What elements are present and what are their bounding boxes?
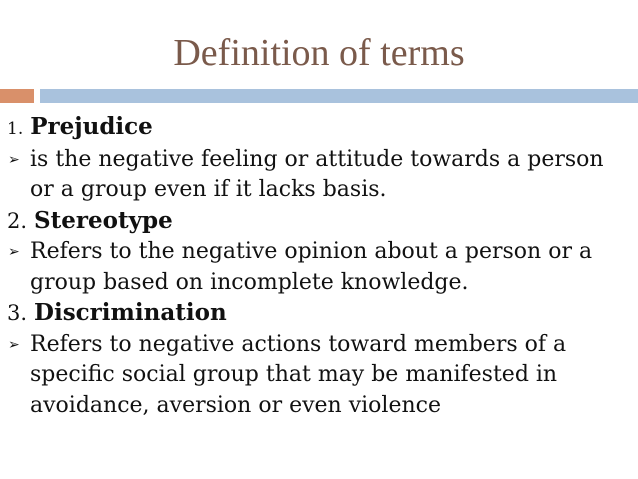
term-heading-prejudice [7,112,632,145]
title-accent-bar-blue [40,89,638,103]
definition-text: Refers to negative actions toward members of a specific social group that may be manifested in avoidance, aversion or even violence [30,331,567,418]
term-definition-stereotype [7,237,632,298]
arrow-bullet-icon: ➢ [8,151,20,168]
definition-text: is the negative feeling or attitude towards a person or a group even if it lacks basis. [30,146,604,202]
arrow-bullet-icon: ➢ [8,336,20,353]
title-accent-bar-orange [0,89,34,103]
term-name: Discrimination [34,299,227,326]
term-name: Stereotype [34,206,173,234]
term-heading-discrimination [7,298,632,330]
slide-title: Definition of terms [173,32,465,74]
arrow-bullet-icon: ➢ [8,244,20,260]
term-number: 1. [7,119,24,139]
terms-list [7,112,632,421]
term-heading-stereotype [7,206,632,238]
term-number: 3. [7,301,28,325]
term-number: 2. [7,208,28,233]
term-definition-prejudice [7,145,632,206]
term-name: Prejudice [30,113,153,140]
term-definition-discrimination [7,330,632,422]
definition-text: Refers to the negative opinion about a person or a group based on incomplete knowledge. [30,239,593,295]
